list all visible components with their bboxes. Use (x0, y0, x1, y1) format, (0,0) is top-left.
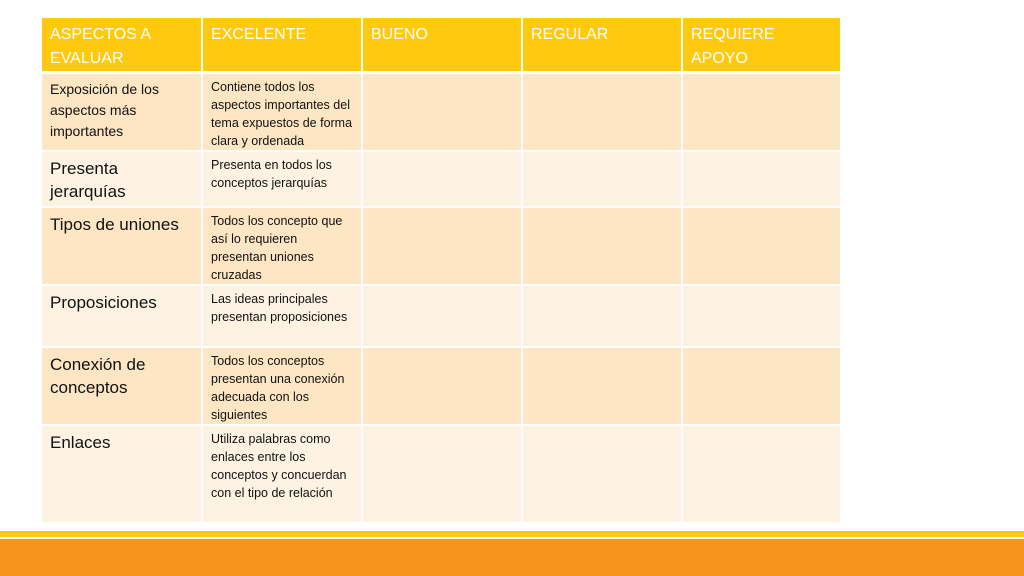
footer-band-thick (0, 539, 1024, 576)
header-excelente: EXCELENTE (202, 18, 362, 73)
regular-cell (522, 207, 682, 285)
excelente-cell: Todos los conceptos presentan una conexión adecuada con los siguientes (202, 347, 362, 425)
bueno-cell (362, 425, 522, 523)
table-row (42, 425, 840, 523)
table-row (42, 347, 840, 425)
header-bueno: BUENO (362, 18, 522, 73)
header-row (42, 18, 840, 73)
footer-band-thin (0, 531, 1024, 537)
requiere-apoyo-cell (682, 73, 840, 152)
header-aspectos-a-evaluar: ASPECTOS A EVALUAR (42, 18, 202, 73)
requiere-apoyo-cell (682, 347, 840, 425)
requiere-apoyo-cell (682, 207, 840, 285)
requiere-apoyo-cell (682, 151, 840, 207)
aspect-cell: Presenta jerarquías (42, 151, 202, 207)
bueno-cell (362, 347, 522, 425)
regular-cell (522, 347, 682, 425)
requiere-apoyo-cell (682, 425, 840, 523)
regular-cell (522, 151, 682, 207)
requiere-apoyo-cell (682, 285, 840, 347)
aspect-cell: Exposición de los aspectos más importantes (42, 73, 202, 152)
aspect-cell: Conexión de conceptos (42, 347, 202, 425)
bueno-cell (362, 285, 522, 347)
bueno-cell (362, 73, 522, 152)
header-requiere-apoyo: REQUIERE APOYO (682, 18, 840, 73)
table-row (42, 73, 840, 152)
regular-cell (522, 73, 682, 152)
table-row (42, 207, 840, 285)
aspect-cell: Proposiciones (42, 285, 202, 347)
table-row (42, 151, 840, 207)
regular-cell (522, 425, 682, 523)
bueno-cell (362, 207, 522, 285)
header-regular: REGULAR (522, 18, 682, 73)
bueno-cell (362, 151, 522, 207)
rubric-table (42, 18, 840, 524)
excelente-cell: Todos los concepto que así lo requieren presentan uniones cruzadas (202, 207, 362, 285)
regular-cell (522, 285, 682, 347)
excelente-cell: Las ideas principales presentan proposiciones (202, 285, 362, 347)
aspect-cell: Enlaces (42, 425, 202, 523)
table-row (42, 285, 840, 347)
excelente-cell: Contiene todos los aspectos importantes del tema expuestos de forma clara y ordenada (202, 73, 362, 152)
excelente-cell: Utiliza palabras como enlaces entre los conceptos y concuerdan con el tipo de relación (202, 425, 362, 523)
excelente-cell: Presenta en todos los conceptos jerarquías (202, 151, 362, 207)
aspect-cell: Tipos de uniones (42, 207, 202, 285)
